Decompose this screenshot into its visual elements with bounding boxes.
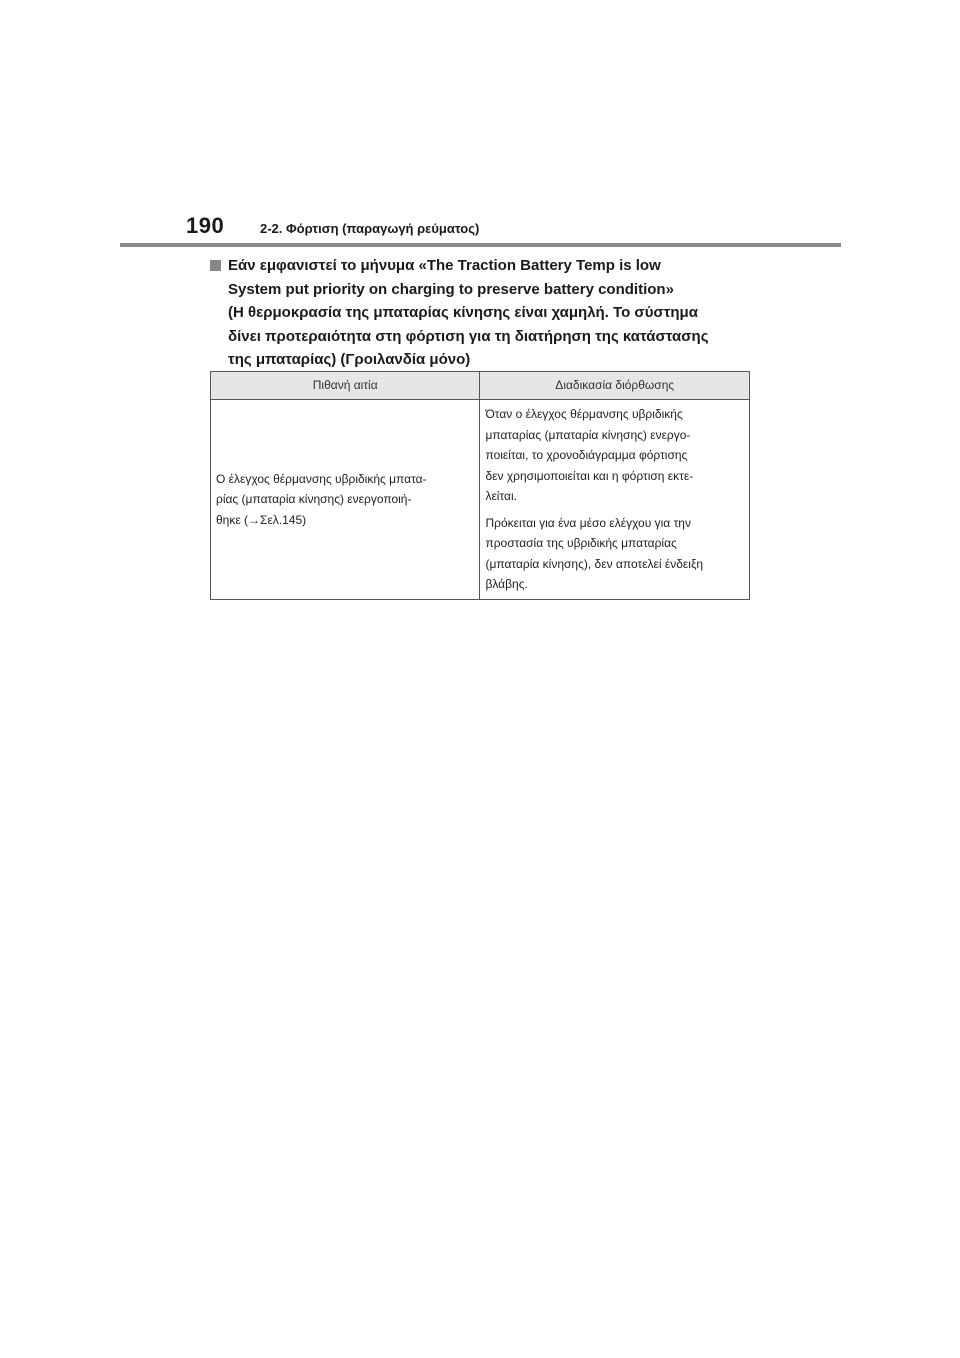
section-title: 2-2. Φόρτιση (παραγωγή ρεύματος) bbox=[260, 221, 480, 236]
heading-line: δίνει προτεραιότητα στη φόρτιση για τη διατήρηση της κατάστασης bbox=[228, 327, 709, 345]
heading-line-text: Εάν εμφανιστεί το μήνυμα «The Traction Battery Temp is low bbox=[228, 257, 661, 274]
header-divider bbox=[120, 243, 841, 247]
action-line: προστασία της υβριδικής μπαταρίας bbox=[485, 536, 677, 550]
action-line: λείται. bbox=[485, 489, 517, 503]
heading-line: της μπαταρίας) (Γροιλανδία μόνο) bbox=[228, 351, 471, 368]
action-paragraph bbox=[485, 404, 744, 507]
cause-line: Ο έλεγχος θέρμανσης υβριδικής μπατα- bbox=[216, 471, 427, 486]
heading-line: System put priority on charging to preserve battery condition» bbox=[228, 280, 674, 298]
heading-line: (Η θερμοκρασία της μπαταρίας κίνησης είναι χαμηλή. Το σύστημα bbox=[228, 304, 698, 321]
action-cell bbox=[480, 400, 750, 600]
action-line: βλάβης. bbox=[485, 577, 528, 591]
heading-line bbox=[210, 254, 770, 278]
message-heading bbox=[210, 254, 770, 372]
table-row bbox=[211, 400, 750, 600]
table-header-row bbox=[211, 372, 750, 400]
column-header-cause: Πιθανή αιτία bbox=[211, 372, 480, 400]
action-line: δεν χρησιμοποιείται και η φόρτιση εκτε- bbox=[485, 468, 694, 483]
cause-cell bbox=[211, 400, 480, 600]
cause-line: θηκε (→Σελ.145) bbox=[216, 512, 307, 527]
action-line: (μπαταρία κίνησης), δεν αποτελεί ένδειξη bbox=[485, 556, 703, 571]
cause-action-table bbox=[210, 371, 750, 600]
column-header-action: Διαδικασία διόρθωσης bbox=[480, 372, 750, 400]
cause-line: ρίας (μπαταρία κίνησης) ενεργοποιή- bbox=[216, 492, 412, 506]
action-line: ποιείται, το χρονοδιάγραμμα φόρτισης bbox=[485, 448, 688, 462]
action-paragraph bbox=[485, 513, 744, 595]
page-number: 190 bbox=[186, 213, 225, 238]
action-line: μπαταρίας (μπαταρία κίνησης) ενεργο- bbox=[485, 427, 691, 442]
action-line: Πρόκειται για ένα μέσο ελέγχου για την bbox=[485, 515, 691, 530]
square-bullet-icon bbox=[210, 260, 221, 271]
action-line: Όταν ο έλεγχος θέρμανσης υβριδικής bbox=[485, 407, 683, 421]
